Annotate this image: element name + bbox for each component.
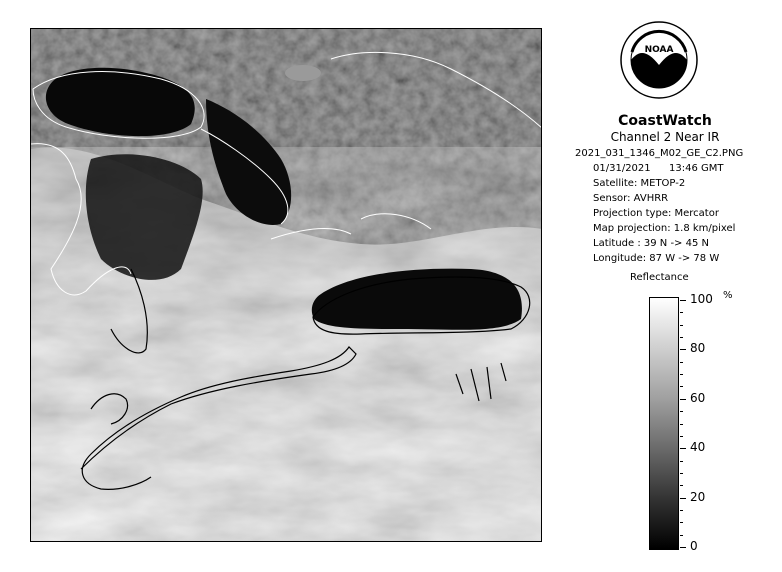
colorbar-tick-label: 40 — [690, 440, 706, 455]
colorbar-minor-tick — [680, 522, 683, 523]
colorbar-tick-label: 100 — [690, 292, 713, 306]
colorbar-minor-tick — [680, 461, 683, 462]
colorbar-major-tick — [680, 300, 686, 301]
colorbar-tick-label: 20 — [690, 489, 706, 504]
colorbar-minor-tick — [680, 337, 683, 338]
colorbar-minor-tick — [680, 325, 683, 326]
colorbar-minor-tick — [680, 312, 683, 313]
satellite-map — [30, 28, 542, 542]
colorbar-major-tick — [680, 448, 686, 449]
logo-center-text: NOAA — [644, 45, 674, 55]
app-title: CoastWatch — [618, 113, 712, 129]
colorbar-tick-label: 60 — [690, 390, 706, 405]
colorbar-minor-tick — [680, 362, 683, 363]
colorbar-title: Reflectance — [630, 272, 689, 283]
colorbar-minor-tick — [680, 424, 683, 425]
colorbar-unit: % — [723, 290, 733, 301]
noaa-logo — [619, 20, 699, 106]
map-image — [31, 29, 542, 542]
colorbar-minor-tick — [680, 485, 683, 486]
latitude-line: Latitude : 39 N -> 45 N — [593, 238, 709, 249]
map-projection-line: Map projection: 1.8 km/pixel — [593, 223, 736, 234]
satellite-line: Satellite: METOP-2 — [593, 178, 686, 189]
colorbar-major-tick — [680, 349, 686, 350]
time-value: 13:46 GMT — [669, 163, 724, 174]
longitude-line: Longitude: 87 W -> 78 W — [593, 253, 720, 264]
small-lake — [285, 65, 321, 81]
colorbar — [649, 297, 679, 550]
sensor-line: Sensor: AVHRR — [593, 193, 669, 204]
colorbar-major-tick — [680, 547, 686, 548]
date-value: 01/31/2021 — [593, 163, 651, 174]
colorbar-minor-tick — [680, 510, 683, 511]
colorbar-tick-label: 80 — [690, 341, 706, 356]
colorbar-minor-tick — [680, 374, 683, 375]
projection-type-line: Projection type: Mercator — [593, 208, 719, 219]
colorbar-minor-tick — [680, 436, 683, 437]
colorbar-minor-tick — [680, 411, 683, 412]
file-name: 2021_031_1346_M02_GE_C2.PNG — [575, 148, 744, 159]
colorbar-major-tick — [680, 498, 686, 499]
date-time-line — [593, 163, 724, 174]
colorbar-minor-tick — [680, 473, 683, 474]
channel-subtitle: Channel 2 Near IR — [610, 130, 720, 144]
colorbar-major-tick — [680, 399, 686, 400]
colorbar-tick-label: 0 — [690, 539, 698, 553]
colorbar-minor-tick — [680, 535, 683, 536]
colorbar-minor-tick — [680, 386, 683, 387]
